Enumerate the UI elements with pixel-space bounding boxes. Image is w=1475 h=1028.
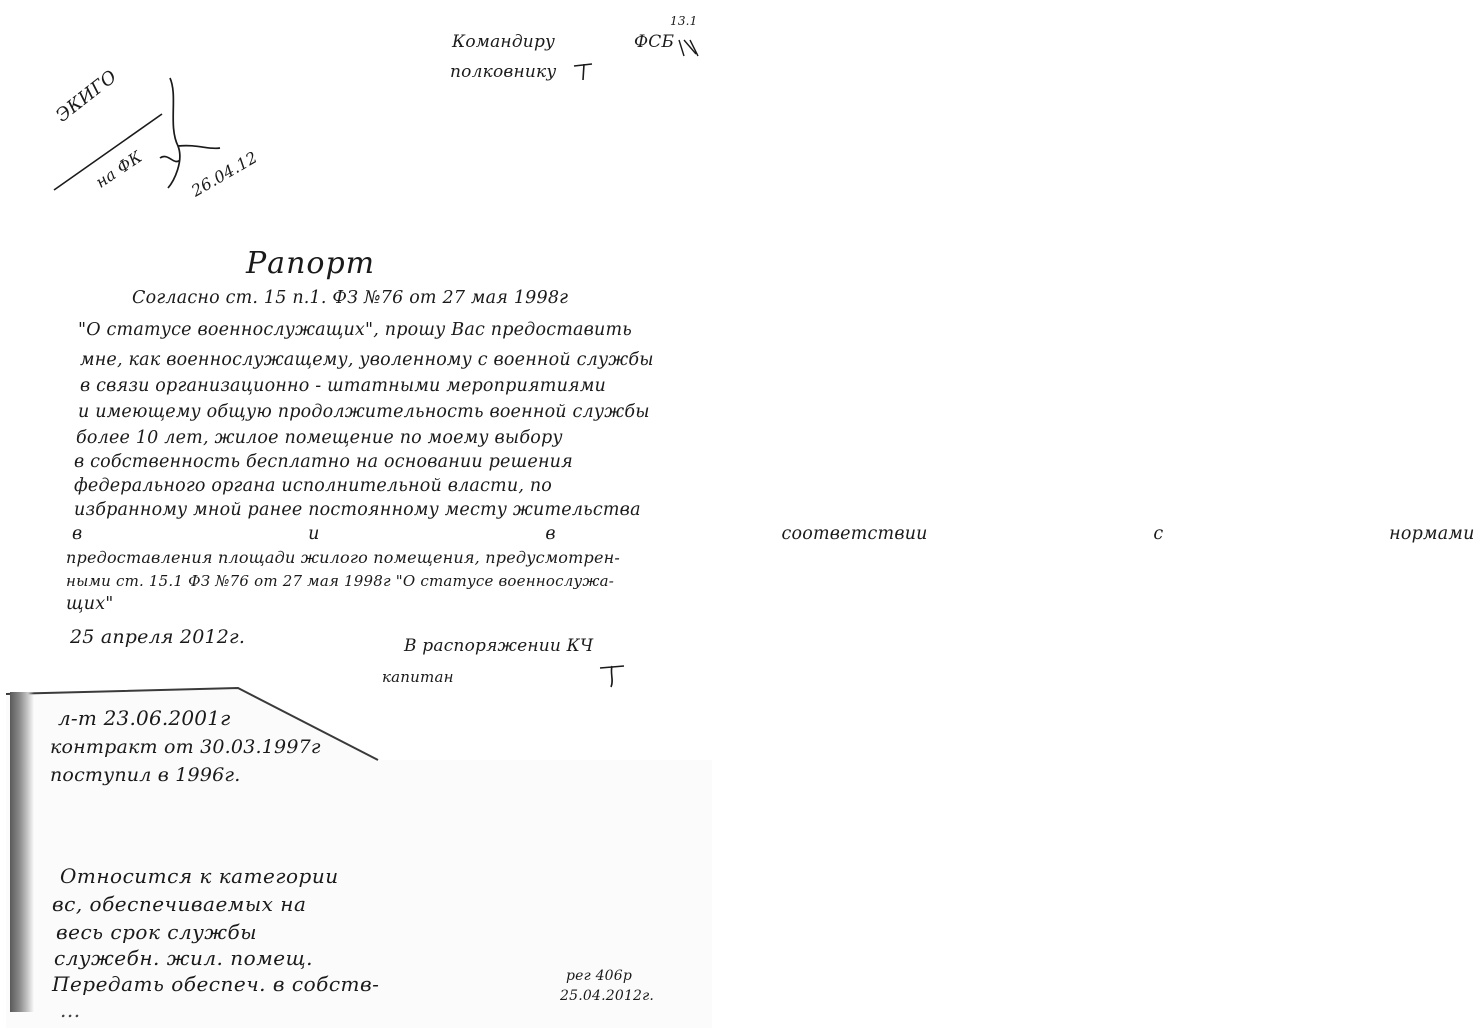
report-date: 25 апреля 2012г. (70, 626, 246, 648)
remark-line: Относится к категории (60, 864, 339, 888)
body-line: ными ст. 15.1 ФЗ №76 от 27 мая 1998г "О статусе военнослужа- (66, 572, 615, 590)
body-line: "О статусе военнослужащих", прошу Вас предоставить (78, 320, 632, 340)
remark-line: весь срок службы (56, 920, 258, 944)
note-line: контракт от 30.03.1997г (50, 736, 321, 758)
body-line: щих" (66, 594, 114, 614)
body-line: в связи организационно - штатными мероприятиями (80, 376, 607, 396)
remark-line: вс, обеспечиваемых на (52, 892, 307, 916)
signer-position: В распоряжении КЧ (404, 636, 594, 656)
remark-line: Передать обеспеч. в собств- (52, 972, 380, 996)
report-title: Рапорт (246, 246, 376, 281)
body-line: более 10 лет, жилое помещение по моему выбору (76, 428, 563, 448)
body-line: в собственность бесплатно на основании решения (74, 452, 573, 472)
remark-line: служебн. жил. помещ. (54, 946, 313, 970)
body-line: в и в соответствии с нормами (72, 524, 1475, 544)
body-line: федерального органа исполнительной власти, по (74, 476, 553, 496)
body-line: предоставления площади жилого помещения, предусмотрен- (66, 548, 620, 567)
pasted-strip-shadow (10, 692, 34, 1012)
body-line: избранному мной ранее постоянному месту жительства (74, 500, 641, 520)
signer-rank: капитан (382, 668, 454, 686)
registration-date: 25.04.2012г. (560, 988, 655, 1004)
registration-number: рег 406р (566, 968, 633, 984)
addressee-line-2: полковнику (450, 62, 557, 82)
resolution-date: 26.04.12 (188, 147, 261, 201)
remark-line: ... (60, 998, 81, 1022)
body-line: и имеющему общую продолжительность военной службы (78, 402, 650, 422)
addressee-unit-number: 13.1 (670, 14, 698, 28)
note-line: л-т 23.06.2001г (58, 706, 231, 730)
addressee-unit: ФСБ (634, 32, 675, 52)
body-line: мне, как военнослужащему, уволенному с военной службы (80, 350, 654, 370)
body-line: Согласно ст. 15 п.1. ФЗ №76 от 27 мая 1998г (132, 288, 569, 308)
resolution-top: ЭКИГО (52, 66, 121, 127)
note-line: поступил в 1996г. (50, 764, 241, 786)
addressee-title: Командиру (452, 32, 556, 52)
resolution-bottom: на ФК (92, 147, 146, 192)
